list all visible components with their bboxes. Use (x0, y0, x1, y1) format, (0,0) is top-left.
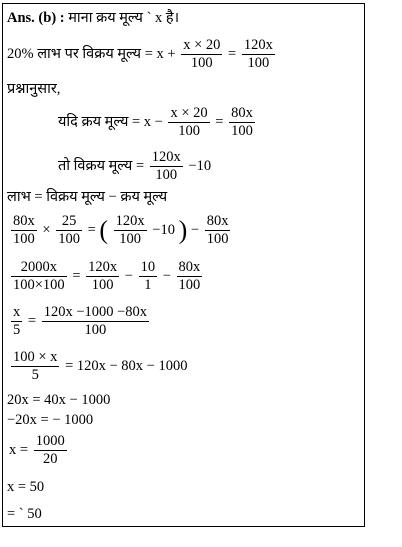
denominator: 100 (206, 231, 229, 247)
minus-sign: − (190, 221, 200, 238)
equals-sign: = (72, 267, 81, 284)
x-result: x = 50 (7, 479, 45, 495)
fraction (42, 304, 149, 339)
fraction (11, 304, 22, 339)
numerator: 120x (115, 213, 145, 229)
denominator: 100 (178, 123, 200, 139)
denominator: 100 (119, 231, 142, 247)
numerator: x × 20 (183, 37, 221, 53)
denominator: 100 (178, 277, 201, 293)
numerator: 100 × x (13, 349, 58, 365)
fraction (11, 349, 59, 384)
fraction (114, 213, 147, 248)
numerator: 80x (13, 213, 35, 229)
minus-ten: −10 (152, 221, 175, 238)
equation-step: 20x = 40x − 1000 (7, 392, 111, 408)
fraction (11, 259, 67, 294)
denominator: 100×100 (13, 277, 65, 293)
answer-intro: माना क्रय मूल्य ` x है। (68, 10, 180, 26)
x-value-fraction (9, 433, 69, 468)
denominator: 100 (190, 55, 213, 71)
equals-sign: = (27, 312, 37, 329)
fraction (34, 433, 67, 468)
fraction (150, 149, 183, 184)
answer-label: Ans. (b) : (7, 10, 65, 26)
numerator: 120x (151, 149, 181, 165)
then-selling-price-line (58, 149, 211, 184)
numerator: 80x (206, 213, 229, 229)
fraction (177, 259, 203, 294)
equals-sign: = (228, 45, 237, 62)
numerator: 1000 (35, 433, 65, 449)
simplified-equation (9, 259, 204, 294)
denominator: 1 (144, 277, 152, 293)
fraction (139, 259, 158, 294)
numerator: 120x (243, 37, 273, 53)
equation-step: −20x = − 1000 (7, 412, 94, 428)
x-over-five-equation (9, 304, 151, 339)
numerator: 80x (178, 259, 201, 275)
profit-definition: लाभ = विक्रय मूल्य − क्रय मूल्य (7, 189, 168, 205)
cost-price-text: यदि क्रय मूल्य = x − (58, 113, 163, 130)
fraction (168, 105, 209, 140)
numerator: 120x (88, 259, 118, 275)
minus-sign: − (162, 267, 171, 284)
cost-price-line (58, 105, 257, 140)
fraction (242, 37, 275, 72)
denominator: 100 (13, 231, 35, 247)
numerator: 25 (56, 213, 82, 231)
fraction (86, 259, 119, 294)
numerator: 10 (140, 259, 156, 275)
right-paren: ) (178, 215, 188, 245)
x-equals: x = (9, 441, 29, 458)
fraction (229, 105, 255, 140)
selling-price-line (7, 37, 277, 72)
equals-sign: = (87, 221, 96, 238)
numerator: 80x (231, 105, 253, 121)
then-selling-price-text: तो विक्रय मूल्य = (58, 157, 145, 174)
answer-line (7, 9, 179, 27)
numerator: 2000x (11, 259, 67, 277)
equals-sign: = (215, 113, 224, 130)
numerator: 120x −1000 −80x (43, 304, 148, 320)
denominator: 100 (84, 322, 107, 338)
denominator: 100 (58, 231, 80, 247)
equation-rhs: = 120x − 80x − 1000 (65, 357, 188, 374)
denominator: 100 (91, 277, 114, 293)
according-to-question: प्रश्नानुसार, (7, 81, 61, 97)
cross-multiplied-equation (9, 349, 187, 384)
denominator: 100 (231, 123, 253, 139)
denominator: 100 (247, 55, 270, 71)
final-answer: = ` 50 (7, 506, 42, 522)
left-paren: ( (99, 215, 109, 245)
selling-price-text: 20% लाभ पर विक्रय मूल्य = x + (7, 45, 176, 62)
minus-ten: −10 (188, 157, 212, 174)
denominator: 5 (31, 367, 39, 383)
fraction (56, 213, 82, 248)
numerator: x (13, 304, 21, 320)
numerator: x × 20 (170, 105, 208, 121)
minus-sign: − (124, 267, 133, 284)
fraction (205, 213, 231, 248)
profit-equation (9, 213, 232, 248)
denominator: 5 (13, 322, 21, 338)
fraction (181, 37, 222, 72)
denominator: 100 (155, 167, 178, 183)
fraction (11, 213, 37, 248)
denominator: 20 (42, 451, 58, 467)
times-sign: × (42, 221, 51, 238)
